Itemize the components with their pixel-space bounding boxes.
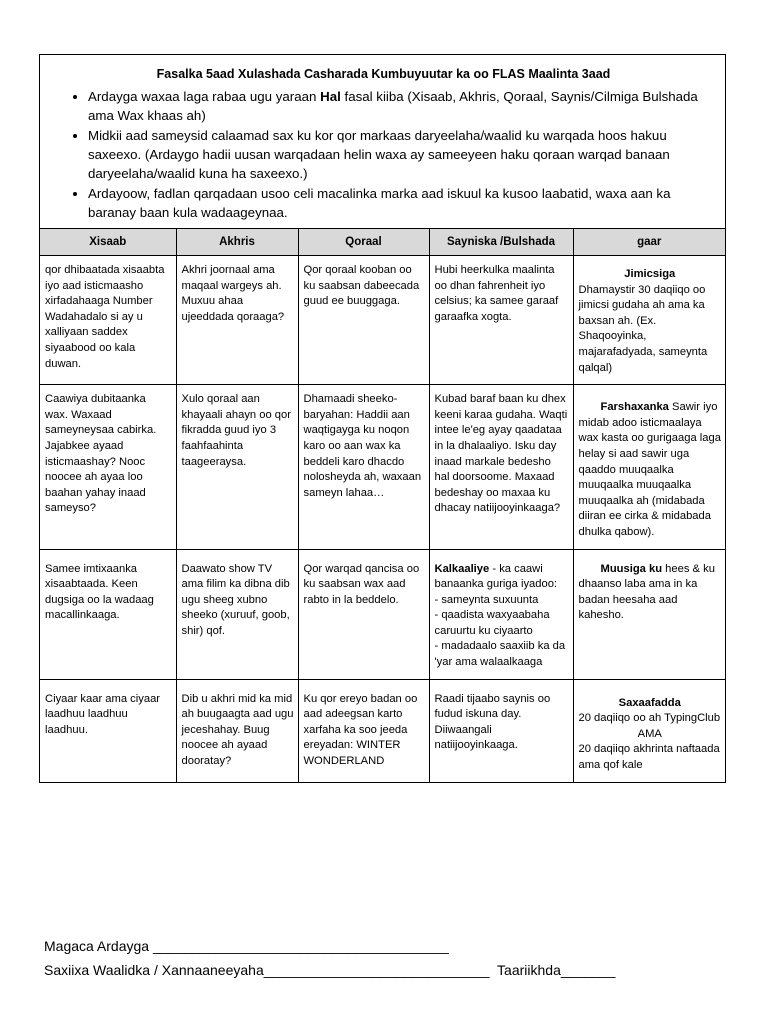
instruction-text: Ardayga waxaa laga rabaa ugu yaraan: [88, 89, 321, 104]
page-title: Fasalka 5aad Xulashada Casharada Kumbuyuutar ka oo FLAS Maalinta 3aad: [156, 67, 611, 81]
cell-reading: Xulo qoraal aan khayaali ahayn oo qor fikradda guud iyo 3 faahfaahinta taageeraysa.: [176, 385, 298, 549]
instruction-item: [88, 184, 717, 222]
table-row: [40, 679, 725, 781]
cell-reading: Dib u akhri mid ka mid ah buugaagta aad ugu jeceshahay. Buug noocee ah ayaad dooratay?: [176, 679, 298, 781]
instruction-text: fasal kiiba (Xisaab, Akhris, Qoraal, Saynis/Cilmiga Bulshada ama Wax khaas ah): [88, 89, 698, 123]
table-row: [40, 385, 725, 549]
cell-writing: Qor qoraal kooban oo ku saabsan dabeecada guud ee buuggaga.: [298, 256, 429, 385]
instructions-header: [40, 55, 725, 228]
table-row: [40, 549, 725, 679]
cell-science: Kubad baraf baan ku dhex keeni karaa gudaha. Waqti intee le'eg ayay qaadataa in la dhalaaliyo. Isku day inaad markale bedesho hal doorsoome. Maxaad bedeshay oo maxaa ku dhacay natiijooyinkaaga?: [429, 385, 573, 549]
helper-item: - madadaalo saaxiib ka da 'yar ama walaalkaaga: [434, 640, 566, 669]
cell-writing: Ku qor ereyo badan oo aad adeegsan karto xarfaha ka soo jeeda ereyadan: WINTER WONDERLAND: [298, 679, 429, 781]
or-label: AMA: [637, 727, 662, 740]
cell-reading: Daawato show TV ama filim ka dibna dib ugu sheeg xubno sheeko (xuruuf, goob, shir) qof.: [176, 549, 298, 679]
special-activity-title: Jimicsiga: [624, 268, 676, 280]
parent-signature-date-line[interactable]: Saxiixa Waalidka / Xannaaneeyaha_____________________________ Taariikhda_______: [44, 962, 616, 978]
cell-science: Hubi heerkulka maalinta oo dhan fahrenheit iyo celsius; ka samee garaaf garaafka xogta.: [429, 256, 573, 385]
cell-math: Samee imtixaanka xisaabtaada. Keen dugsiga oo la wadaag macallinkaaga.: [40, 549, 176, 679]
instruction-text: Midkii aad sameysid calaamad sax ku kor qor markaas daryeelaha/waalid ku warqada hoos hakuu saxeexo. (Ardaygo hadii uusan warqadaan helin waxa ay sameeyeen haku qoraan warqad banaan daryeelaha/waalid kuna ha saxeexo.): [88, 128, 670, 181]
cell-science: [429, 549, 573, 679]
special-activity-title: Saxaafadda: [618, 696, 681, 709]
column-header-math: Xisaab: [40, 229, 176, 256]
special-activity-text: 20 daqiiqo akhrinta naftaada ama qof kale: [578, 743, 720, 772]
cell-math: Caawiya dubitaanka wax. Waxaad sameyneysaa cabirka. Jajabkee ayaad isticmaashay? Nooc noocee ah ayaa loo baahan yahay inaad sameyso?: [40, 385, 176, 549]
signature-footer: [44, 934, 615, 982]
cell-special: [573, 679, 725, 781]
column-header-science-social: Sayniska /Bulshada: [429, 229, 573, 256]
special-activity-text: 20 daqiiqo oo ah TypingClub: [578, 712, 721, 725]
instruction-item: [88, 87, 717, 125]
column-header-special: gaar: [573, 229, 725, 256]
table-header-row: [40, 229, 725, 256]
cell-math: Ciyaar kaar ama ciyaar laadhuu laadhuu laadhuu.: [40, 679, 176, 781]
helper-item: - qaadista waxyaabaha caruurtu ku ciyaarto: [434, 609, 550, 637]
cell-special: [573, 549, 725, 679]
lesson-choice-sheet: [39, 54, 726, 783]
special-activity-text: Dhamaystir 30 daqiiqo oo jimicsi gudaha ah ama ka baxsan ah. (Ex. Shaqooyinka, majarafadyada, sameynta qalqal): [578, 283, 708, 374]
special-activity-text: Sawir iyo midab adoo isticmaalaya wax kasta oo gurigaaga laga helay si aad sawir uga qaaddo muuqaalka muuqaalka muuqaalka muuqaalka ah (midabada diiran ee cirka & midabada dhulka qabow).: [578, 401, 721, 538]
student-name-line[interactable]: Magaca Ardayga ______________________________________: [44, 938, 449, 954]
cell-math: qor dhibaatada xisaabta iyo aad isticmaasho xirfadahaaga Number Wadahadalo si ay u xalliyaan saddex siyaabood oo kala duwan.: [40, 256, 176, 385]
special-activity-title: Farshaxanka: [600, 401, 669, 414]
helper-item: - sameynta suxuunta: [434, 593, 539, 606]
cell-science: Raadi tijaabo saynis oo fudud iskuna day. Diiwaangali natiijooyinkaaga.: [429, 679, 573, 781]
helper-title: Kalkaaliye: [434, 562, 490, 575]
instruction-emphasis: Hal: [320, 89, 341, 104]
column-header-reading: Akhris: [176, 229, 298, 256]
cell-special: [573, 385, 725, 549]
special-activity-text: hees & ku dhaanso laba ama in ka badan heesaha aad kahesho.: [578, 562, 715, 622]
choice-board-table: [40, 228, 725, 782]
cell-special: [573, 256, 725, 385]
instruction-text: Ardayoow, fadlan qarqadaan usoo celi macalinka marka aad iskuul ka kusoo laabatid, waxa aan ka baranay baan kula wadaageynaa.: [88, 186, 671, 220]
cell-reading: Akhri joornaal ama maqaal wargeys ah. Muxuu ahaa ujeeddada qoraaga?: [176, 256, 298, 385]
instruction-item: [88, 126, 717, 183]
instructions-list: [50, 87, 717, 222]
cell-writing: Dhamaadi sheeko-baryahan: Haddii aan waqtigayga ku noqon karo oo aan wax ka beddeli karo dhacdo nolosheyda ah, waxaan sameyn lahaa…: [298, 385, 429, 549]
special-activity-title: Muusiga ku: [600, 562, 663, 575]
column-header-writing: Qoraal: [298, 229, 429, 256]
cell-writing: Qor warqad qancisa oo ku saabsan wax aad rabto in la beddelo.: [298, 549, 429, 679]
helper-intro: - ka caawi banaanka guriga iyadoo:: [434, 562, 558, 591]
table-row: [40, 256, 725, 385]
